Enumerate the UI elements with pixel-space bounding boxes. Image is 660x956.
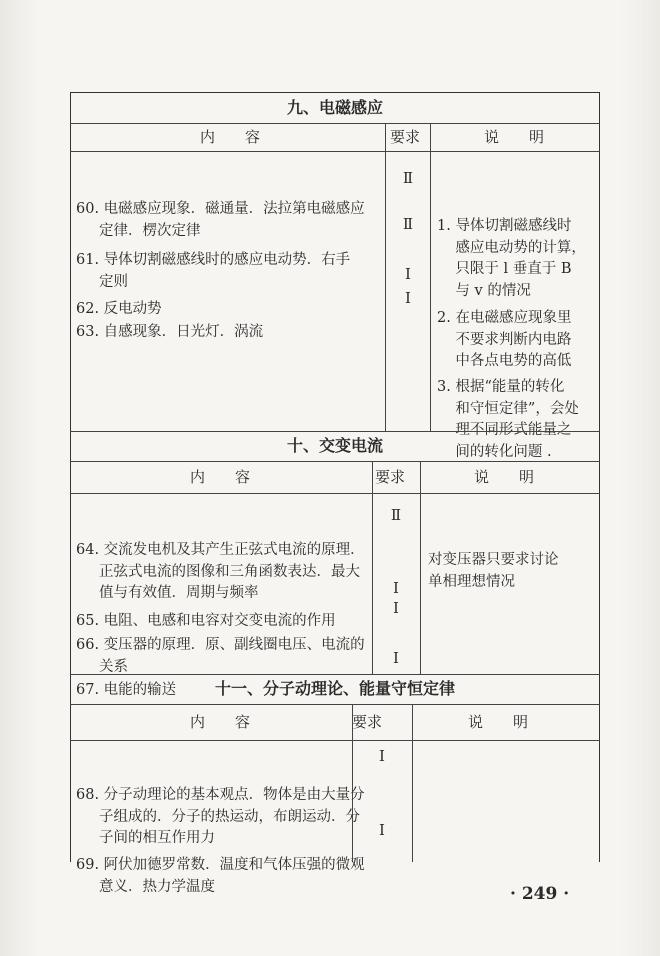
header-content: 内 容 [200, 128, 261, 146]
column-divider [385, 123, 386, 431]
requirement-level: Ⅱ [402, 215, 414, 233]
header-note: 说 明 [484, 128, 545, 146]
header-note: 说 明 [468, 713, 529, 731]
requirement-level: Ⅰ [393, 649, 399, 667]
column-divider [430, 123, 431, 431]
list-item: 66. 变压器的原理．原、副线圈电压、电流的 关系 [76, 637, 365, 675]
note-text: 3. 根据“能量的转化 和守恒定律”，会处 理不同形式能量之 间的转化问题 . [437, 379, 579, 460]
header-content: 内 容 [190, 713, 251, 731]
page-number: · 249 · [510, 884, 570, 904]
requirement-level: Ⅰ [405, 265, 411, 283]
header-requirement: 要求 [390, 128, 421, 146]
list-item: 69. 阿伏加德罗常数．温度和气体压强的微观 意义．热力学温度 [76, 857, 365, 895]
list-item: 65. 电阻、电感和电容对交变电流的作用 [76, 613, 336, 629]
section-title-9: 九、电磁感应 [70, 93, 600, 124]
note-text: 2. 在电磁感应现象里 不要求判断内电路 中各点电势的高低 [437, 310, 572, 369]
requirement-level: Ⅱ [390, 506, 402, 524]
column-divider [372, 461, 373, 674]
table-header-9 [70, 123, 600, 152]
header-content: 内 容 [190, 468, 251, 486]
list-item: 67. 电能的输送 [76, 682, 177, 698]
section-title-11: 十一、分子动理论、能量守恒定律 [70, 674, 600, 705]
list-item: 68. 分子动理论的基本观点．物体是由大量分 子组成的．分子的热运动，布朗运动．分 子间的相互作用力 [76, 787, 365, 846]
requirement-level: Ⅰ [405, 289, 411, 307]
header-note: 说 明 [474, 468, 535, 486]
requirement-level: Ⅰ [393, 579, 399, 597]
column-divider [412, 704, 413, 862]
list-item: 64. 交流发电机及其产生正弦式电流的原理． 正弦式电流的图像和三角函数表达．最大 值与有效值．周期与频率 [76, 542, 365, 601]
requirement-level: Ⅰ [379, 821, 385, 839]
requirement-level: Ⅰ [393, 599, 399, 617]
list-item: 61. 导体切割磁感线时的感应电动势．右手 定则 [76, 252, 351, 290]
note-text: 对变压器只要求讨论 单相理想情况 [428, 552, 559, 590]
list-item: 62. 反电动势 [76, 301, 162, 317]
list-item: 60. 电磁感应现象．磁通量．法拉第电磁感应 定律．楞次定律 [76, 201, 365, 239]
table-header-11 [70, 704, 600, 741]
header-requirement: 要求 [352, 713, 383, 731]
requirement-level: Ⅰ [379, 747, 385, 765]
note-text: 1. 导体切割磁感线时 感应电动势的计算， 只限于 l 垂直于 B 与 v 的情况 [437, 218, 586, 299]
section-title-10: 十、交变电流 [70, 431, 600, 462]
list-item: 63. 自感现象．日光灯．涡流 [76, 324, 264, 340]
header-requirement: 要求 [375, 468, 406, 486]
requirement-level: Ⅱ [402, 169, 414, 187]
column-divider [420, 461, 421, 674]
table-header-10 [70, 461, 600, 494]
